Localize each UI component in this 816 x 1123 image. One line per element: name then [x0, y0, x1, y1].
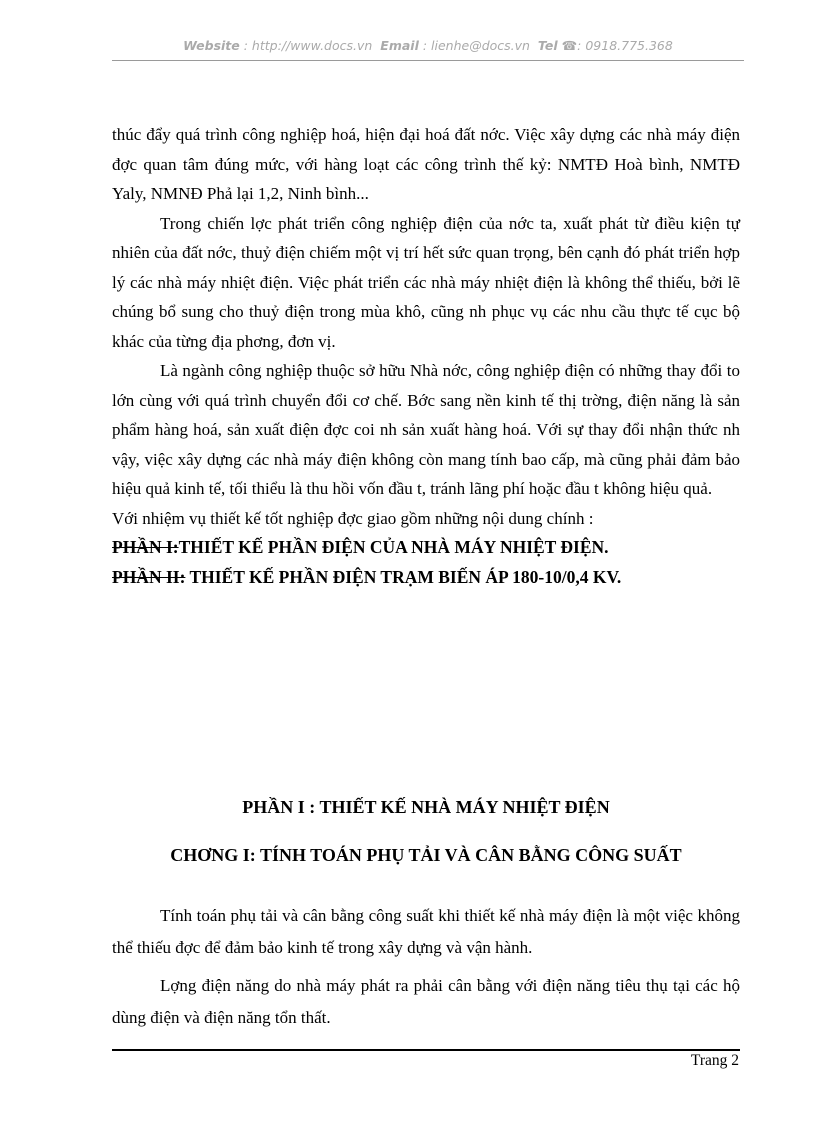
- part-line-2-label: PHẦN II:: [112, 566, 186, 587]
- email-label: Email: [380, 38, 419, 53]
- part-line-2: [112, 563, 740, 593]
- paragraph-3: Là ngành công nghiệp thuộc sở hữu Nhà nớc, công nghiệp điện có những thay đổi to lớn cùng với quá trình chuyển đổi cơ chế. Bớc sang nền kinh tế thị trờng, điện năng là sản phẩm hàng hoá, sản xuất điện đợc coi nh sản xuất hàng hoá. Với sự thay đổi nhận thức nh vậy, việc xây dựng các nhà máy điện không còn mang tính bao cấp, mà cũng phải đảm bảo hiệu quả kinh tế, tối thiểu là thu hồi vốn đầu t, tránh lãng phí hoặc đầu t không hiệu quả.: [112, 361, 740, 498]
- website-label: Website: [183, 38, 240, 53]
- page-number: Trang 2: [690, 1052, 739, 1069]
- chapter-body: [112, 900, 740, 1040]
- chapter-paragraph-1: Tính toán phụ tải và cân bằng công suất khi thiết kế nhà máy điện là một việc không thể thiếu đợc để đảm bảo kinh tế trong xây dựng và vận hành.: [112, 906, 740, 957]
- part-line-1-label: PHẦN I:: [112, 537, 179, 557]
- header-divider: [112, 60, 744, 61]
- page-header: [112, 38, 744, 53]
- paragraph-1: thúc đẩy quá trình công nghiệp hoá, hiện đại hoá đất nớc. Việc xây dựng các nhà máy điện đợc quan tâm đúng mức, với hàng loạt các công trình thế kỷ: NMTĐ Hoà bình, NMTĐ Yaly, NMNĐ Phả lại 1,2, Ninh bình...: [112, 125, 740, 203]
- footer-divider: [112, 1049, 740, 1051]
- email-value: : lienhe@docs.vn: [422, 38, 530, 53]
- part-title: PHẦN I : THIẾT KẾ NHÀ MÁY NHIỆT ĐIỆN: [242, 797, 610, 817]
- intro-body: [112, 120, 740, 592]
- part-line-1-text: THIẾT KẾ PHẦN ĐIỆN CỦA NHÀ MÁY NHIỆT ĐIỆN.: [178, 537, 609, 557]
- website-value: : http://www.docs.vn: [243, 38, 373, 53]
- phone-icon: ☎: [561, 38, 578, 53]
- chapter-paragraph-2: Lợng điện năng do nhà máy phát ra phải cân bằng với điện năng tiêu thụ tại các hộ dùng điện và điện năng tổn thất.: [112, 976, 740, 1027]
- part-line-2-text: THIẾT KẾ PHẦN ĐIỆN TRẠM BIẾN ÁP 180-10/0,4 KV.: [185, 566, 622, 587]
- chapter-title: CHƠNG I: TÍNH TOÁN PHỤ TẢI VÀ CÂN BẰNG CÔNG SUẤT: [170, 845, 682, 865]
- part-line-1: [112, 533, 740, 563]
- paragraph-2: Trong chiến lợc phát triển công nghiệp điện của nớc ta, xuất phát từ điều kiện tự nhiên của đất nớc, thuỷ điện chiếm một vị trí hết sức quan trọng, bên cạnh đó phát triển hợp lý các nhà máy nhiệt điện. Việc phát triển các nhà máy nhiệt điện là không thể thiếu, bởi lẽ chúng bổ sung cho thuỷ điện trong mùa khô, cũng nh phục vụ các nhu cầu thực tế cục bộ khác của từng địa phơng, đơn vị.: [112, 213, 740, 351]
- tel-value: : 0918.775.368: [577, 38, 673, 53]
- paragraph-4: Với nhiệm vụ thiết kế tốt nghiệp đợc giao gồm những nội dung chính :: [112, 508, 594, 528]
- tel-label: Tel: [537, 38, 558, 53]
